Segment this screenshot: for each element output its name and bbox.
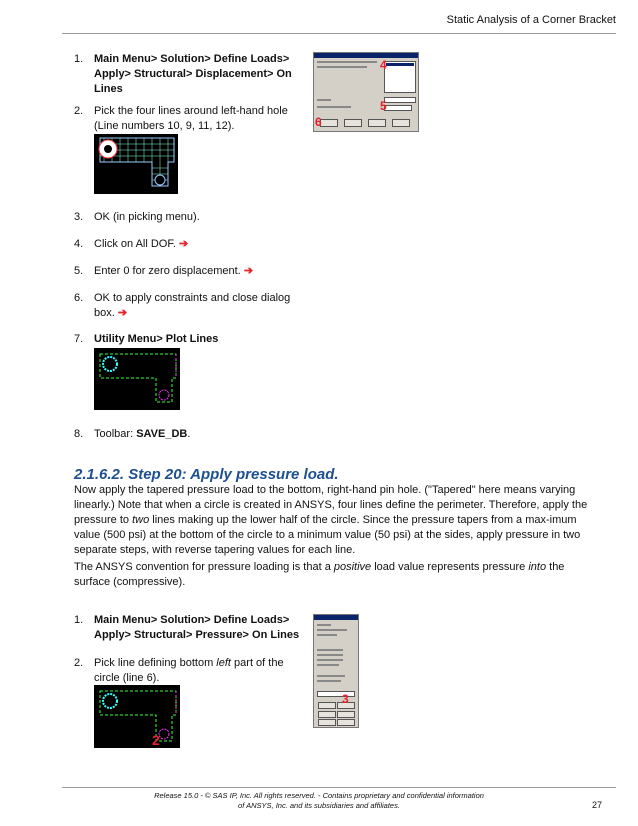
step-number: 5. (74, 265, 84, 277)
step-1 (74, 52, 300, 97)
step-text: Toolbar: (94, 428, 137, 440)
footer-legal: Release 15.0 - © SAS IP, Inc. All rights reserved. - Contains proprietary and confidential information of ANSYS, Inc. and its subsidiaries and affiliates. (154, 791, 484, 810)
step-text: Pick the four lines around left-hand hole (Line numbers 10, 9, 11, 12). (94, 105, 288, 132)
step-8: 8. Toolbar: SAVE_DB. (74, 428, 191, 440)
step-text: OK to apply constraints and close dialog box. (94, 292, 291, 319)
ok-button-graphic (320, 119, 338, 127)
apply-pres-dialog-image (313, 614, 359, 728)
bracket-lines-graphic (94, 348, 180, 410)
step-2 (74, 104, 300, 134)
step-5 (74, 264, 300, 279)
callout-5: 5 (380, 99, 387, 113)
step-b-1 (74, 613, 300, 643)
running-header: Static Analysis of a Corner Bracket (446, 14, 616, 26)
paragraph-pressure-convention: The ANSYS convention for pressure loading is that a positive load value represents pressure into the surface (compressive). (74, 561, 565, 588)
step-number: 1. (74, 53, 84, 65)
step-number: 2. (74, 105, 84, 117)
step-number: 7. (74, 333, 84, 345)
dialog-titlebar (314, 615, 358, 620)
step-4 (74, 237, 300, 252)
step-7 (74, 332, 300, 347)
callout-6: 6 (315, 115, 322, 129)
dialog-titlebar (314, 53, 418, 58)
step-6 (74, 291, 300, 321)
page-number: 27 (591, 800, 602, 810)
step-text: Enter 0 for zero displacement. (94, 265, 241, 277)
step-number: 1. (74, 614, 84, 626)
pick-line-image (94, 685, 180, 748)
step-3 (74, 210, 300, 225)
step-number: 3. (74, 211, 84, 223)
header-rule (62, 33, 616, 34)
bracket-mesh-graphic (94, 134, 178, 194)
step-number: 4. (74, 238, 84, 250)
step-text: Click on All DOF. (94, 238, 176, 250)
arrow-icon: ➔ (243, 265, 254, 277)
menu-path: Main Menu> Solution> Define Loads> Apply> Structural> Displacement> On Lines (94, 53, 292, 95)
value-field (384, 97, 416, 103)
apply-u-dialog-image (313, 52, 419, 132)
bracket-pick-graphic (94, 685, 180, 748)
step-text: OK (in picking menu). (94, 211, 200, 223)
arrow-icon: ➔ (178, 238, 189, 250)
arrow-icon: ➔ (117, 307, 128, 319)
callout-2: 2 (152, 732, 160, 748)
menu-path: Main Menu> Solution> Define Loads> Apply> Structural> Pressure> On Lines (94, 614, 300, 641)
section-title: 2.1.6.2. Step 20: Apply pressure load. (74, 466, 339, 483)
dof-listbox (384, 61, 416, 93)
plot-lines-image (94, 348, 180, 410)
step-number: 6. (74, 292, 84, 304)
model-picking-image (94, 134, 178, 194)
step-b-2: 2. Pick line defining bottom left part of the circle (line 6). (74, 657, 284, 684)
paragraph-tapered-pressure: Now apply the tapered pressure load to the bottom, right-hand pin hole. ("Tapered" here means varying linearly.) Note that when a circle is created in ANSYS, four lines define the perimeter. Therefore, apply the pressure to two lines making up the lower half of the circle. Since the pressure tapers from a max-imum value (500 psi) at the bottom of the circle to a minimum value (50 psi) at the sides, apply pressure in two separate steps, with reverse tapering values for each line. (74, 484, 588, 556)
step-number: 2. (74, 657, 84, 669)
step-number: 8. (74, 428, 84, 440)
pressure-value-field (317, 691, 355, 697)
footer-rule (62, 787, 616, 788)
callout-3: 3 (342, 692, 349, 706)
menu-path: Utility Menu> Plot Lines (94, 333, 219, 345)
callout-4: 4 (380, 58, 387, 72)
toolbar-command: SAVE_DB (136, 428, 188, 440)
